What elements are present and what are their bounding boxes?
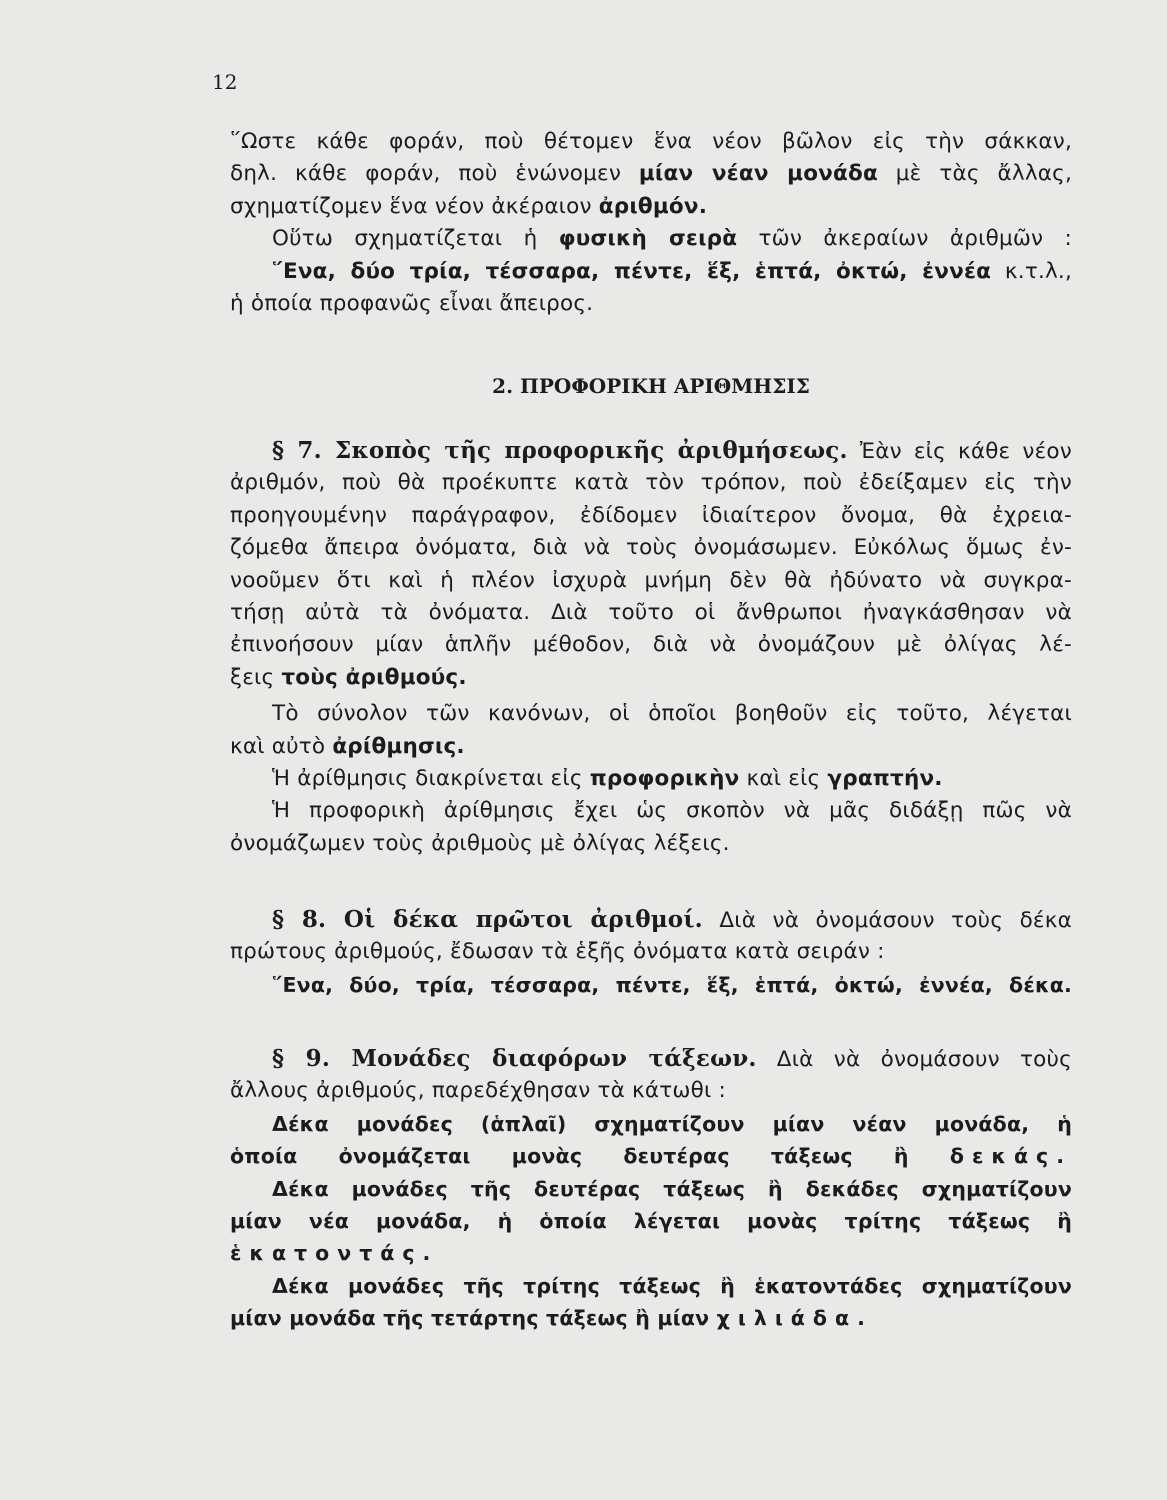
intro-paragraph — [230, 126, 1072, 320]
section-heading: § 9. Μονάδες διαφόρων τάξεων. — [272, 1045, 757, 1072]
text-line: νοοῦμεν ὅτι καὶ ἡ πλέον ἰσχυρὰ μνήμη δὲν θὰ ἠδύνατο νὰ συγκρα- — [230, 567, 1072, 593]
rules-list — [230, 1108, 1072, 1335]
text-line: ἄλλους ἀριθμούς, παρεδέχθησαν τὰ κάτωθι : — [230, 1078, 726, 1104]
rule-line: Δέκα μονάδες (ἁπλαῖ) σχηματίζουν μίαν νέαν μονάδα, ἡ — [272, 1111, 1072, 1136]
term-xiliada: χιλιάδα. — [716, 1306, 873, 1331]
text-line: τήσῃ αὐτὰ τὰ ὀνόματα. Διὰ τοῦτο οἱ ἄνθρωποι ἠναγκάσθησαν νὰ — [230, 599, 1072, 625]
text-line: δηλ. κάθε φοράν, ποὺ ἑνώνομεν μίαν νέαν μονάδα μὲ τὰς ἄλλας, — [230, 161, 1072, 187]
emphasis: ἀρίθμησις. — [332, 733, 465, 759]
text-line: Οὕτω σχηματίζεται ἡ φυσικὴ σειρὰ τῶν ἀκεραίων ἀριθμῶν : — [272, 226, 1072, 252]
emphasis: προφορικὴν — [589, 765, 740, 791]
rule-line: ὁποία ὀνομάζεται μονὰς δευτέρας τάξεως ἢ δεκάς. — [230, 1144, 1072, 1169]
text-line: ῞Ωστε κάθε φοράν, ποὺ θέτομεν ἕνα νέον βῶλον εἰς τὴν σάκκαν, — [230, 129, 1072, 154]
text-line: προηγουμένην παράγραφον, ἐδίδομεν ἰδιαίτερον ὄνομα, θὰ ἐχρεια- — [230, 502, 1072, 528]
text-line: Ἡ προφορικὴ ἀρίθμησις ἔχει ὡς σκοπὸν νὰ μᾶς διδάξῃ πῶς νὰ — [272, 798, 1072, 824]
section-heading: § 7. Σκοπὸς τῆς προφορικῆς ἀριθμήσεως. — [272, 437, 848, 464]
text-line: σχηματίζομεν ἕνα νέον ἀκέραιον ἀριθμόν. — [230, 193, 708, 219]
section-title: 2. ΠΡΟΦΟΡΙΚΗ ΑΡΙΘΜΗΣΙΣ — [492, 374, 810, 398]
text-line: ζόμεθα ἄπειρα ὀνόματα, διὰ νὰ τοὺς ὀνομάσωμεν. Εὐκόλως ὅμως ἐν- — [230, 535, 1072, 561]
text-line: ξεις τοὺς ἀριθμούς. — [230, 664, 467, 690]
text-line: πρώτους ἀριθμούς, ἔδωσαν τὰ ἑξῆς ὀνόματα κατὰ σειράν : — [230, 939, 885, 965]
rule-line: μίαν μονάδα τῆς τετάρτης τάξεως ἢ μίαν χιλιάδα. — [230, 1306, 873, 1331]
rule-line: Δέκα μονάδες τῆς δευτέρας τάξεως ἢ δεκάδες σχηματίζουν — [272, 1176, 1072, 1201]
emphasis: φυσικὴ σειρὰ — [558, 226, 738, 252]
section-9 — [230, 1043, 1072, 1335]
term-ekatontas: ἑκατοντάς. — [230, 1241, 439, 1266]
rule-line: μίαν νέα μονάδα, ἡ ὁποία λέγεται μονὰς τρίτης τάξεως ἢ — [230, 1208, 1072, 1233]
section-7 — [230, 435, 1072, 860]
text-line: ὀνομάζωμεν τοὺς ἀριθμοὺς μὲ ὀλίγας λέξεις. — [230, 830, 730, 856]
text-line: ῞Ενα, δύο τρία, τέσσαρα, πέντε, ἕξ, ἑπτά, ὀκτώ, ἐννέα κ.τ.λ., — [272, 258, 1072, 284]
text-line: § 7. Σκοπὸς τῆς προφορικῆς ἀριθμήσεως. Ἐὰν εἰς κάθε νέον — [272, 437, 1072, 464]
text-line: καὶ αὐτὸ ἀρίθμησις. — [230, 733, 465, 759]
text-line: ἀριθμόν, ποὺ θὰ προέκυπτε κατὰ τὸν τρόπον, ποὺ ἐδείξαμεν εἰς τὴν — [230, 470, 1072, 496]
text-line: Ἡ ἀρίθμησις διακρίνεται εἰς προφορικὴν καὶ εἰς γραπτήν. — [272, 765, 943, 791]
emphasis: τοὺς ἀριθμούς. — [281, 664, 467, 690]
term-dekas: δεκάς. — [949, 1144, 1072, 1169]
number-words: ῞Ενα, δύο τρία, τέσσαρα, πέντε, ἕξ, ἑπτά, ὀκτώ, ἐννέα — [272, 258, 992, 284]
text-line: Τὸ σύνολον τῶν κανόνων, οἱ ὁποῖοι βοηθοῦν εἰς τοῦτο, λέγεται — [272, 701, 1072, 727]
emphasis: μίαν νέαν μονάδα — [638, 161, 878, 187]
emphasis: ἀριθμόν. — [598, 193, 708, 219]
number-words: ῞Ενα, δύο, τρία, τέσσαρα, πέντε, ἕξ, ἑπτά, ὀκτώ, ἐννέα, δέκα. — [272, 972, 1072, 997]
text-line: ἐπινοήσουν μίαν ἁπλῆν μέθοδον, διὰ νὰ ὀνομάζουν μὲ ὀλίγας λέ- — [230, 632, 1072, 658]
rule-line: Δέκα μονάδες τῆς τρίτης τάξεως ἢ ἑκατοντάδες σχηματίζουν — [272, 1273, 1072, 1298]
text-line: § 9. Μονάδες διαφόρων τάξεων. Διὰ νὰ ὀνομάσουν τοὺς — [272, 1045, 1072, 1072]
section-heading: § 8. Οἱ δέκα πρῶτοι ἀριθμοί. — [272, 906, 703, 933]
text-line: § 8. Οἱ δέκα πρῶτοι ἀριθμοί. Διὰ νὰ ὀνομάσουν τοὺς δέκα — [272, 906, 1072, 933]
text-line: ἡ ὁποία προφανῶς εἶναι ἄπειρος. — [230, 290, 594, 316]
section-8 — [230, 904, 1072, 1001]
emphasis: γραπτήν. — [827, 765, 943, 791]
page-number: 12 — [212, 70, 238, 94]
